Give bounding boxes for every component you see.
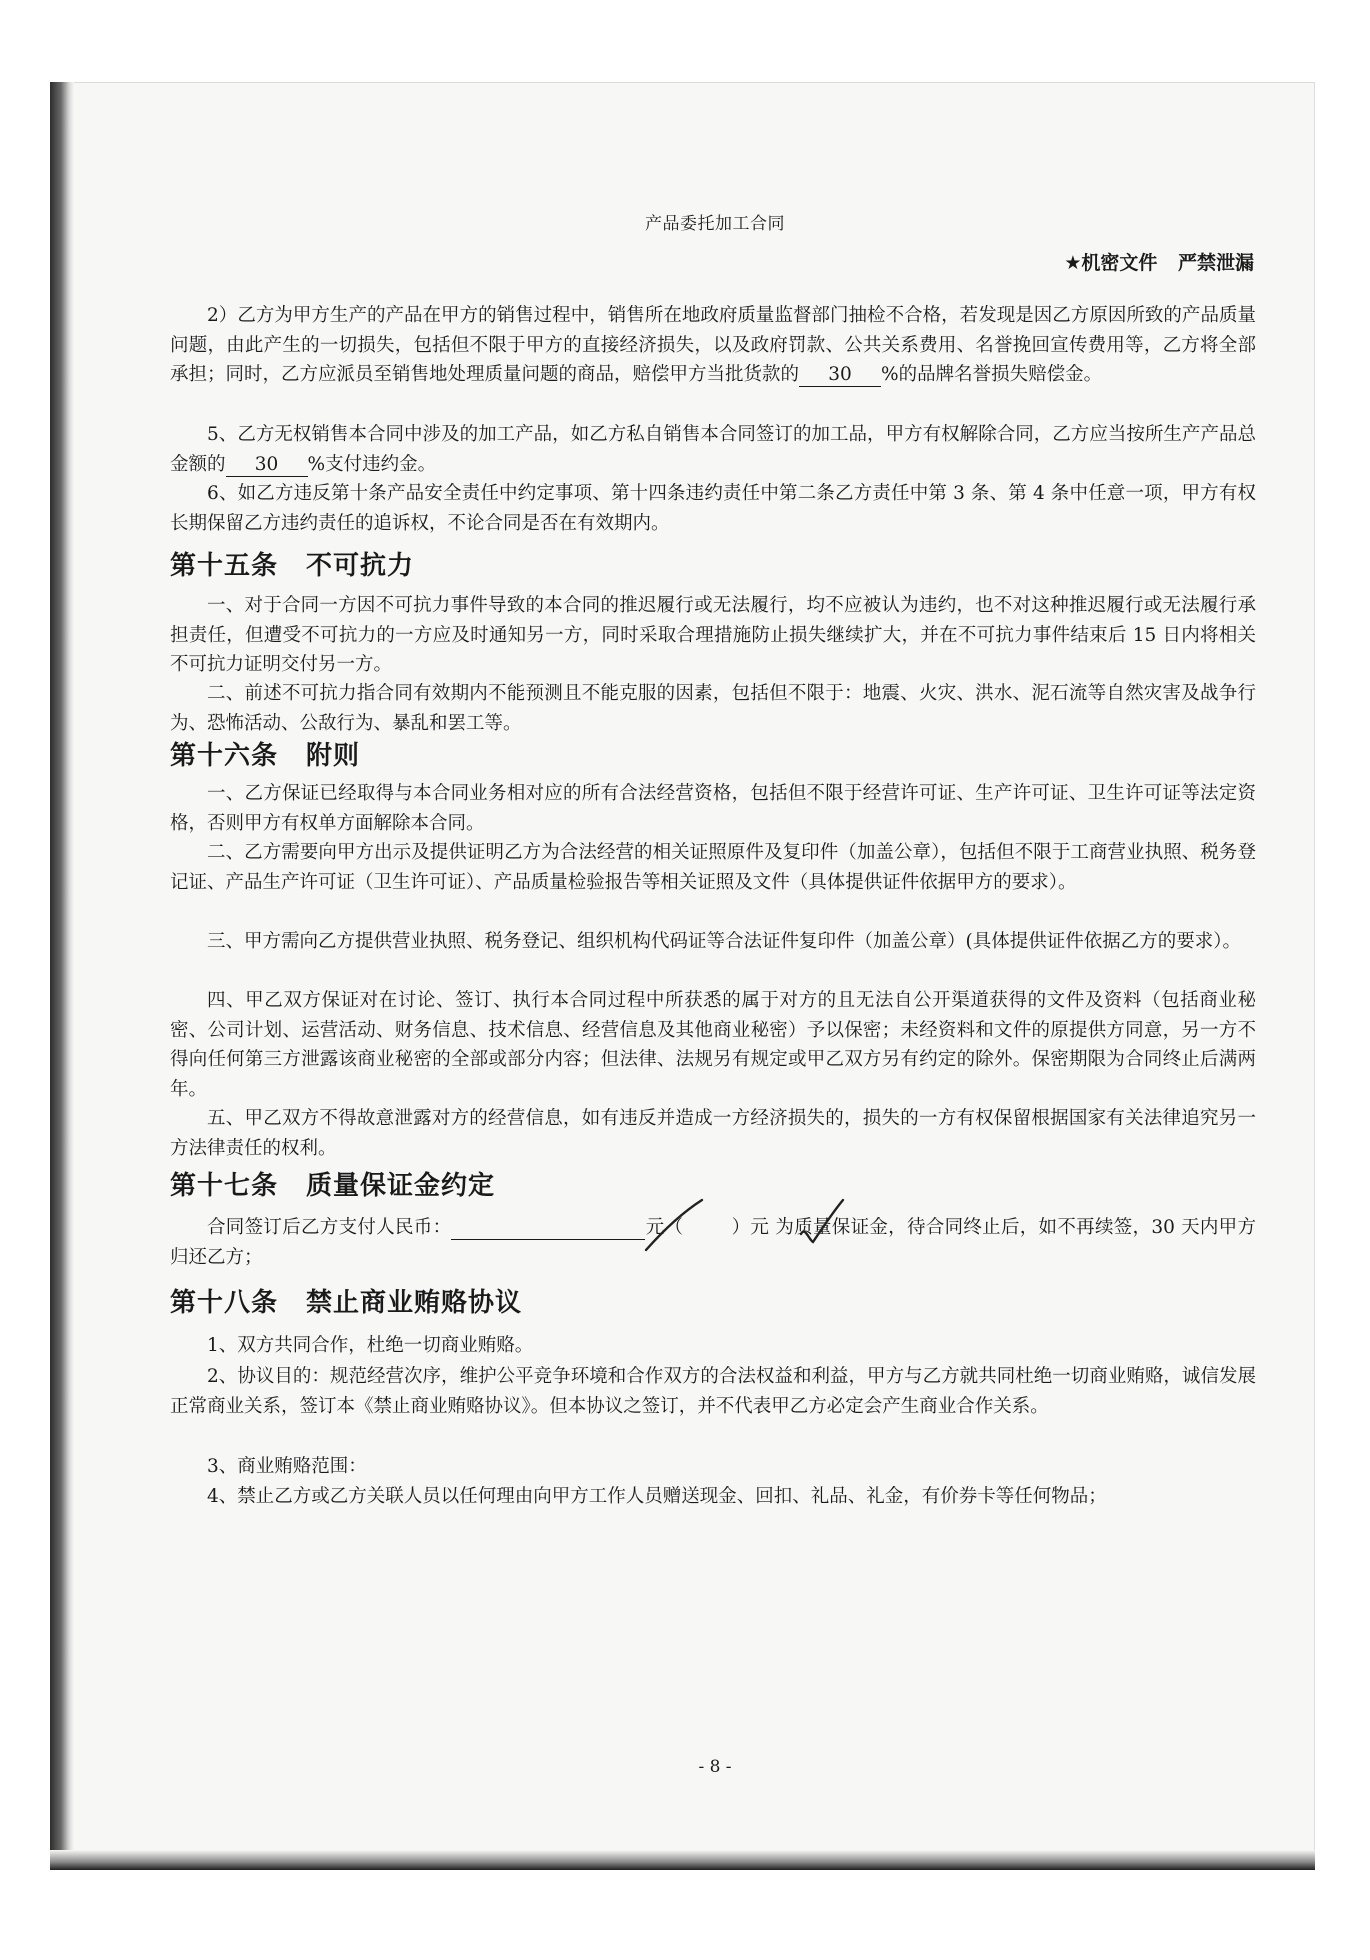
deposit-terms: ）元 为质量保证金，待合同终止后，如不再续签，30 天内甲方归还乙方； [170, 1217, 1256, 1268]
document-title: 产品委托加工合同 [645, 214, 785, 234]
scan-shadow-left [50, 82, 74, 1870]
clause16-item-5: 五、甲乙双方不得故意泄露对方的经营信息，如有违反并造成一方经济损失的，损失的一方有权保留根据国家有关法律追究另一方法律责任的权利。 [170, 1108, 1256, 1159]
clause14-item-5-tail: %支付违约金。 [307, 453, 437, 475]
scan-shadow-bottom [50, 1850, 1315, 1870]
clause18-item-4: 4、禁止乙方或乙方关联人员以任何理由向甲方工作人员赠送现金、回扣、礼品、礼金，有价券卡等任何物品； [207, 1486, 1107, 1507]
clause18-heading [170, 1282, 522, 1319]
clause15-heading [170, 545, 414, 582]
penalty-percent-blank: 30 [226, 454, 308, 477]
clause14-item-2-text: 2）乙方为甲方生产的产品在甲方的销售过程中，销售所在地政府质量监督部门抽检不合格，若发现是因乙方原因所致的产品质量问题，由此产生的一切损失，包括但不限于甲方的直接经济损失，以及政府罚款、公共关系费用、名誉挽回宣传费用等，乙方将全部承担；同时，乙方应派员至销售地处理质量问题的商品，赔偿甲方当批货款的 [170, 305, 1256, 385]
clause18-title: 禁止商业贿赂协议 [306, 1288, 523, 1318]
clause16-item-1: 一、乙方保证已经取得与本合同业务相对应的所有合法经营资格，包括但不限于经营许可证、生产许可证、卫生许可证等法定资格，否则甲方有权单方面解除本合同。 [170, 783, 1256, 834]
deposit-unit-yuan: 元（ [645, 1217, 684, 1238]
compensation-percent-blank: 30 [799, 364, 881, 387]
clause14-item-6: 6、如乙方违反第十条产品安全责任中约定事项、第十四条违约责任中第二条乙方责任中第 3 条、第 4 条中任意一项，甲方有权长期保留乙方违约责任的追诉权，不论合同是否在有效期内。 [170, 483, 1256, 534]
clause15-number: 第十五条 [170, 551, 279, 581]
deposit-label: 合同签订后乙方支付人民币： [207, 1217, 452, 1238]
clause17-title: 质量保证金约定 [306, 1171, 496, 1201]
handwritten-slash-mark [640, 1194, 710, 1256]
clause18-item-2: 2、协议目的：规范经营次序，维护公平竞争环境和合作双方的合法权益和利益，甲方与乙方就共同杜绝一切商业贿赂，诚信发展正常商业关系，签订本《禁止商业贿赂协议》。但本协议之签订，并不代表甲乙方必定会产生商业合作关系。 [170, 1366, 1256, 1417]
clause14-item-2 [170, 301, 1256, 390]
clause16-title: 附则 [306, 741, 361, 771]
page-number: - 8 - [698, 1757, 732, 1777]
clause17-number: 第十七条 [170, 1171, 279, 1201]
clause18-number: 第十八条 [170, 1288, 279, 1318]
clause14-item-2-tail: %的品牌名誉损失赔偿金。 [881, 364, 1103, 385]
clause16-heading [170, 735, 360, 772]
clause15-item-2: 二、前述不可抗力指合同有效期内不能预测且不能克服的因素，包括但不限于：地震、火灾、洪水、泥石流等自然灾害及战争行为、恐怖活动、公敌行为、暴乱和罢工等。 [170, 683, 1256, 734]
clause15-title: 不可抗力 [306, 551, 415, 581]
clause18-item-3: 3、商业贿赂范围： [207, 1456, 367, 1477]
clause16-item-4: 四、甲乙双方保证对在讨论、签订、执行本合同过程中所获悉的属于对方的且无法自公开渠道获得的文件及资料（包括商业秘密、公司计划、运营活动、财务信息、技术信息、经营信息及其他商业秘密）予以保密；未经资料和文件的原提供方同意，另一方不得向任何第三方泄露该商业秘密的全部或部分内容；但法律、法规另有规定或甲乙双方另有约定的除外。保密期限为合同终止后满两年。 [170, 990, 1256, 1100]
clause16-item-2: 二、乙方需要向甲方出示及提供证明乙方为合法经营的相关证照原件及复印件（加盖公章），包括但不限于工商营业执照、税务登记证、产品生产许可证（卫生许可证）、产品质量检验报告等相关证照及文件（具体提供证件依据甲方的要求）。 [170, 842, 1256, 893]
scanned-page [50, 82, 1315, 1870]
clause14-item-5 [170, 420, 1256, 479]
clause14-item-5-text: 5、乙方无权销售本合同中涉及的加工产品，如乙方私自销售本合同签订的加工品，甲方有权解除合同，乙方应当按所生产产品总金额的 [170, 424, 1256, 475]
deposit-amount-blank [451, 1217, 645, 1240]
clause17-heading [170, 1165, 495, 1202]
clause17-item-1 [170, 1213, 1256, 1272]
clause16-item-3: 三、甲方需向乙方提供营业执照、税务登记、组织机构代码证等合法证件复印件（加盖公章）(具体提供证件依据乙方的要求）。 [207, 931, 1241, 952]
clause18-item-1: 1、双方共同合作，杜绝一切商业贿赂。 [207, 1335, 534, 1356]
handwritten-check-mark [795, 1196, 849, 1252]
confidential-label: ★机密文件 严禁泄漏 [1064, 252, 1254, 274]
clause16-number: 第十六条 [170, 741, 279, 771]
clause15-item-1: 一、对于合同一方因不可抗力事件导致的本合同的推迟履行或无法履行，均不应被认为违约，也不对这种推迟履行或无法履行承担责任，但遭受不可抗力的一方应及时通知另一方，同时采取合理措施防止损失继续扩大，并在不可抗力事件结束后 15 日内将相关不可抗力证明交付另一方。 [170, 595, 1256, 675]
